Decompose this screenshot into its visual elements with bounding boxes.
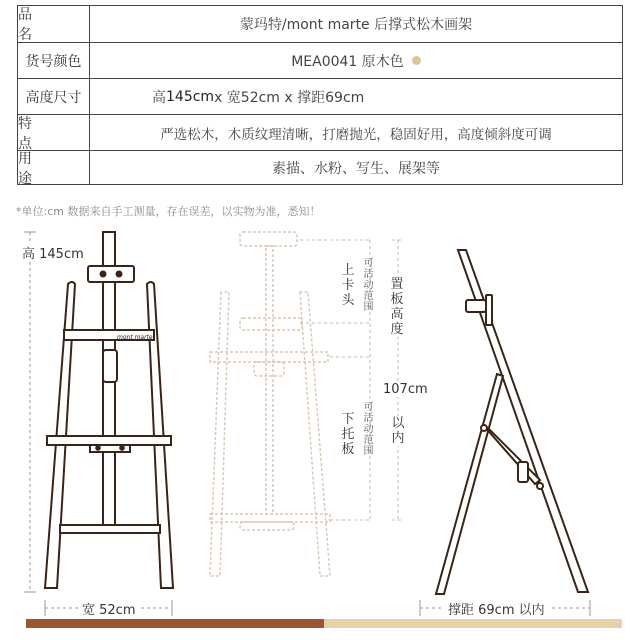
value-usage: 素描、水粉、写生、展架等 [272,161,440,177]
side-view-easel [436,250,588,594]
value-product-name: 蒙玛特/mont marte 后撑式松木画架 [239,17,473,33]
front-height-label: 高 145cm [22,243,84,262]
upper-range-label: 可活动范围 [363,258,374,313]
lower-tray-label: 下托板 [341,412,355,457]
label-usage: 用 途 [18,151,106,187]
measurement-note: *单位:cm 数据来自手工测量，存在误差，以实物为准，悉知！ [16,205,321,218]
canvas-height-suffix: 以内 [391,416,405,446]
lower-range-label: 可活动范围 [363,402,374,457]
dim-rest: x 宽52cm x 撑距69cm [214,89,365,106]
canvas-height-label: 置板高度 [390,277,404,337]
value-features: 严选松木，木质纹理清晰，打磨抛光，稳固好用，高度倾斜度可调 [160,126,552,143]
label-features: 特 点 [18,115,106,152]
bottom-bar-light [324,619,622,628]
label-dimensions: 高度尺寸 [18,79,90,114]
label-product-name: 品 名 [18,7,106,43]
brand-label: mont marte [117,334,153,341]
dim-height-prefix: 高 [152,89,166,106]
bottom-color-bar [26,619,622,628]
bottom-bar-dark [26,619,324,628]
front-width-label: 宽 52cm [78,599,140,618]
middle-view-easel [210,232,330,576]
item-color-text: MEA0041 原木色 [291,53,404,70]
side-span-label: 撑距 69cm 以内 [444,599,549,618]
label-item-color: 货号颜色 [18,43,90,78]
dim-height-value: 145cm [166,88,215,105]
canvas-height-value: 107cm [383,382,428,397]
front-view-easel [24,232,173,616]
upper-clamp-label: 上卡头 [341,263,355,308]
